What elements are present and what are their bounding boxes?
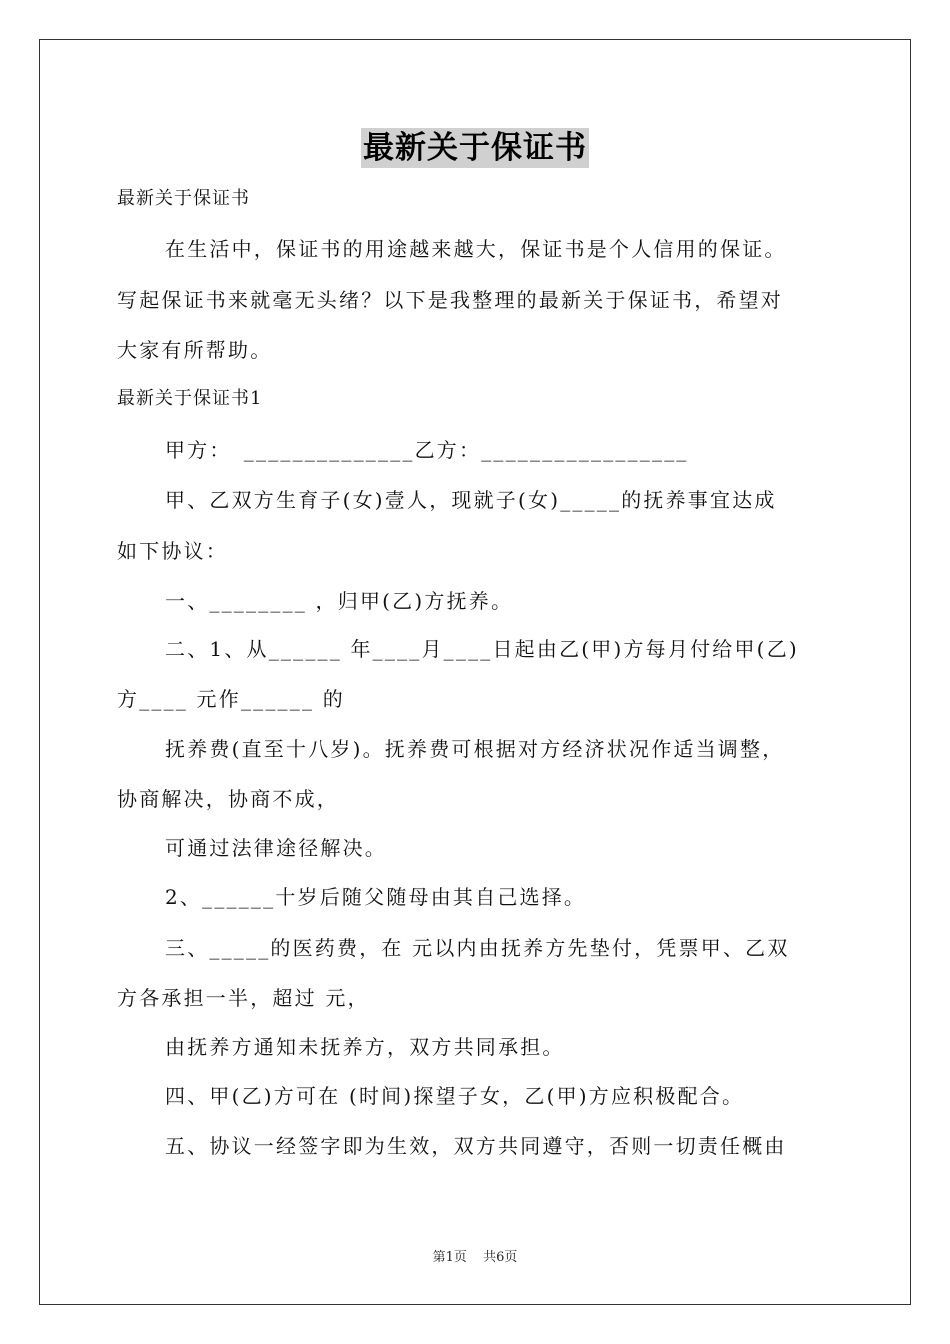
page-number: 第1页	[432, 1250, 467, 1265]
clause-line: 一、________ ，归甲(乙)方抚养。	[165, 589, 514, 613]
paragraph-line: 在生活中，保证书的用途越来越大，保证书是个人信用的保证。	[165, 237, 787, 261]
paragraph-line: 大家有所帮助。	[117, 338, 273, 362]
clause-line: 四、甲(乙)方可在 (时间)探望子女，乙(甲)方应积极配合。	[165, 1084, 745, 1108]
page-total: 共6页	[483, 1250, 518, 1265]
clause-line: 五、协议一经签字即为生效，双方共同遵守，否则一切责任概由	[165, 1134, 787, 1158]
clause-line: 二、1、从______ 年____月____日起由乙(甲)方每月付给甲(乙)	[165, 637, 799, 661]
page-footer	[0, 1246, 950, 1265]
clause-line: 三、_____的医药费，在 元以内由抚养方先垫付，凭票甲、乙双	[165, 936, 790, 960]
clause-line: 可通过法律途径解决。	[165, 836, 387, 860]
clause-line: 2、______十岁后随父随母由其自己选择。	[165, 885, 587, 909]
clause-line: 协商解决，协商不成，	[117, 787, 339, 811]
document-title: 最新关于保证书	[363, 130, 587, 166]
clause-line: 抚养费(直至十八岁)。抚养费可根据对方经济状况作适当调整，	[165, 737, 785, 761]
paragraph-line: 甲、乙双方生育子(女)壹人，现就子(女)_____的抚养事宜达成	[165, 488, 777, 512]
clause-line: 由抚养方通知未抚养方，双方共同承担。	[165, 1035, 565, 1059]
paragraph-line: 写起保证书来就毫无头绪？以下是我整理的最新关于保证书，希望对	[117, 288, 783, 312]
clause-line: 方____ 元作______ 的	[117, 687, 345, 711]
document-title-wrap	[0, 128, 950, 168]
clause-line: 方各承担一半，超过 元，	[117, 986, 370, 1010]
page-border	[39, 39, 911, 1305]
section-heading: 最新关于保证书1	[117, 388, 263, 409]
party-line: 甲方： ______________乙方：_________________	[165, 438, 689, 462]
subtitle-line: 最新关于保证书	[117, 188, 250, 209]
paragraph-line: 如下协议：	[117, 539, 228, 563]
